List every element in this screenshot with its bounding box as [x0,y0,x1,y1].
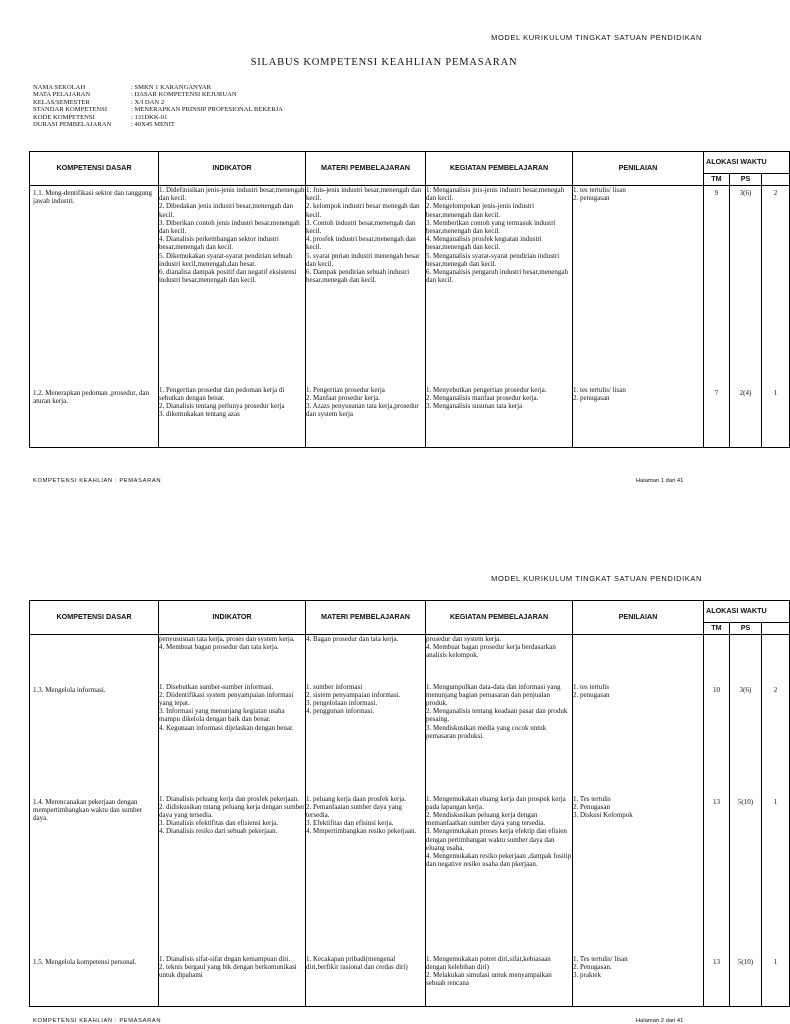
list-item: 5. Dikemukakan syarat-syarat pendirian sebuah industri kecil,menengah,dan besar. [159,251,293,268]
list-item: 1. Menyebutkan pengertian prosedur kerja. [426,385,547,394]
header-kompetensi-dasar: KOMPETENSI DASAR [30,601,159,635]
list-item: 3. Efektifitas dan efisinsi kerja. [306,819,394,828]
footer-page-number: Halaman 2 dari 41 [636,1018,684,1024]
footer-page-number: Halaman 1 dari 41 [636,478,684,484]
list-item: 3. Dianalisis efektifitas dan efisiensi kerja. [159,819,279,828]
footer-competency: KOMPETENSI KEAHLIAN : PEMASARAN [33,478,162,484]
list-item: 1. Kecakapan pribadi(mengenal diri,berfikir rasional dan cerdas diri) [306,954,408,971]
table-row [30,955,790,1007]
materi-list [306,683,425,716]
materi-list [306,386,425,419]
kegiatan-list [426,683,572,740]
list-item: 2. Penugasan [573,802,610,811]
page-1 [0,0,778,495]
indikator-list [159,795,305,836]
kompetensi-dasar-cell: 1.2. Menerapkan pedoman ,prosedur, dan aturan kerja. [33,388,149,405]
list-item: 3. Azazs penyusunan tata kerja,prosedur dan system kerja [306,401,419,419]
list-item: 2. Mengelompokan jenis-jenis industri besar,menengah dan kecil. [426,202,535,219]
header-tm: TM [704,174,730,186]
table-row [30,186,790,386]
indikator-list [159,635,305,651]
header-penilaian: PENILAIAN [573,601,704,635]
list-item: prosedur dan system kerja. [426,635,502,643]
list-item: 1. Disebutkan sumber-sumber informasi. [159,682,274,691]
header-extra [762,623,790,635]
list-item: 1. Dianalisis peluang kerja dan prosfek pekerjaan. [159,794,299,803]
list-item: 1. Mengumpulkan data-data dan informasi yang menunjang bagian pemasaran dan penjualan produk. [426,682,561,707]
list-item: 4. Kegunaan informasi dijelaskan dengan benar. [159,723,294,732]
list-item: 4. Menganalisis prosfek kegiatan industri besar,menengah dan kecil. [426,235,542,252]
page-2 [0,562,778,1024]
list-item: 6. Dampak pendirian sebuah industri besar,menegah dan kecil. [306,268,410,285]
syllabus-table [29,151,790,448]
list-item: 4. Membuat bagan prosedur kerja berdasarkan analisis kelompok. [426,643,556,660]
list-item: 1. Mengemukakan potret diri,sifat,kebiasaan dengan kelebihan diri) [426,954,551,971]
header-indikator: INDIKATOR [159,152,306,186]
header-alokasi-waktu: ALOKASI WAKTU [704,601,790,623]
tm-value: 13 [713,797,720,806]
list-item: 2. sistem penyampaian informasi. [306,690,401,699]
header-materi: MATERI PEMBELAJARAN [306,152,426,186]
extra-value: 1 [773,957,778,966]
list-item: 4. Membuat bagan prosedur dan tata kerja. [159,643,279,652]
curriculum-model-header: MODEL KURIKULUM TINGKAT SATUAN PENDIDIKAN [491,33,702,42]
tm-value: 7 [714,388,719,397]
list-item: 2. Diidentifikasi system penyampaian informasi yang tepat. [159,690,294,707]
tm-value: 10 [713,685,720,694]
document-title: SILABUS KOMPETENSI KEAHLIAN PEMASARAN [250,57,518,68]
list-item: 1. tes tertulis/ lisan [573,186,626,194]
header-materi: MATERI PEMBELAJARAN [306,601,426,635]
tm-value [704,635,729,638]
kegiatan-list [426,955,572,988]
list-item: 3. Informasi yang menunjang kegiatan usaha mampu dikelola dengan baik dan benar. [159,707,285,724]
header-ps: PS [730,174,762,186]
kegiatan-list [426,635,572,660]
list-item: 3. Menganalisis susunan tata kerja [426,401,523,410]
list-item: 3. Mendiskusikan media yang cocok untuk pemasaran produksi. [426,723,547,740]
list-item: 2. Menganalisis manfaat prosedur kerja. [426,393,539,402]
list-item: 1. Tes tertulis [573,794,611,803]
header-kompetensi-dasar: KOMPETENSI DASAR [30,152,159,186]
meta-row: KELAS/SEMESTER : X/I DAN 2 [33,98,165,106]
list-item: 2. Melakukan simulasi untuk menyampaikan sebuah rencana [426,970,552,988]
extra-value [762,635,789,638]
list-item: 1. Tes tertulis/ lisan [573,954,628,963]
list-item: 1. peluang kerja daan prosfek kerja. [306,794,407,803]
list-item: 2. penugasan [573,393,610,402]
list-item: 1. Dianalisis sifat-sifat dngan kemampuan diri. [159,954,291,963]
penilaian-list [573,955,703,980]
school-info [33,84,283,128]
list-item: 1. sumber informasi [306,682,363,691]
list-item: 6. Menganalisis pengaruh industri besar,menengah dan kecil. [426,268,569,285]
table-row [30,795,790,955]
list-item: 1. Mengemukakan eluang kerja dan prospek kerja pada lapangan kerja. [426,794,566,811]
meta-row: STANDAR KOMPETENSI : MENERAPKAN PRINSIP PROFESIONAL BEKERJA [33,106,283,114]
list-item: 1. Jnis-jenis industri besar,menengah dan kecil. [306,186,422,203]
header-alokasi-waktu: ALOKASI WAKTU [704,152,790,174]
indikator-list [159,955,305,980]
ps-value: 5(10) [737,957,754,966]
list-item: 4. Mengemukakan resiko pekerjaan ,dampak fositip dan negative resiko usaha dan pkerjaan. [426,851,572,869]
extra-value: 1 [773,388,778,397]
list-item: 4. Dianalisis perkembangan sektor industri besar,menengah dan kecil. [159,235,279,252]
meta-row: MATA PELAJARAN : DASAR KOMPETENSI KEJURUAN [33,91,237,99]
kegiatan-list [426,186,572,284]
list-item: 1. Pengertian prosedur dan pedoman kerja di sebutkan dengan benar. [159,385,285,402]
table-row [30,635,790,683]
header-extra [762,174,790,186]
list-item: 1. tes tertulis/ lisan [573,385,626,394]
ps-value: 3(6) [739,189,752,197]
header-kegiatan: KEGIATAN PEMBELAJARAN [426,152,573,186]
list-item: 4. Bagan prosedur dan tata kerja. [306,635,399,643]
list-item: 5. syarat pnrian industri menengah besar dan kecil. [306,251,420,268]
list-item: 3. Diberikan contoh jenis industri besar,menengah dan kecil. [159,218,300,236]
list-item: 2. penugasan [573,194,610,203]
extra-value: 1 [773,797,778,806]
list-item: 2. Dianalisis tentang perlunya prosedur kerja [159,401,285,410]
list-item: 6. dianalisa dampak positif dan negatif eksistensi industri besar,menengah dan kecil. [159,268,297,285]
extra-value: 2 [773,685,778,694]
kompetensi-dasar-cell: 1.5. Mengelola kompetensi personal. [33,957,137,966]
ps-value [730,635,761,638]
footer-competency: KOMPETENSI KEAHLIAN : PEMASARAN [33,1018,162,1024]
list-item: 2. didiskusikan tntang peluang kerja dengan sumber daya yang tersedia. [159,802,305,819]
ps-value: 5(10) [737,797,754,806]
header-penilaian: PENILAIAN [573,152,704,186]
list-item: penyususnan tata kerja, proses dan system kerja. [159,635,295,643]
materi-list [306,635,425,643]
header-tm: TM [704,623,730,635]
meta-row: NAMA SEKOLAH : SMKN 1 KARANGANYAR [33,84,212,91]
meta-row: DURASI PEMBELAJARAN : 40X45 MENIT [33,121,175,129]
extra-value: 2 [773,189,778,197]
list-item: 4. prosfek industri besar,menengah dan kecil. [306,235,416,252]
list-item: 2. Mendiskusikan peluang kerja dengan memanfaatkan sumber daya yang tersedia. [426,810,546,828]
table-row [30,683,790,795]
list-item: 4. Mmpertimbangkan resiko pekerjaan. [306,827,417,836]
syllabus-table [29,600,790,1007]
list-item: 2. Dibedakan jenis industri besar,menengah dan kecil. [159,202,294,219]
list-item: 3. Contoh industri besar,menengah dan kecil. [306,218,416,236]
list-item: 1. tes tertulis [573,682,609,691]
header-ps: PS [730,623,762,635]
meta-row: KODE KOMPETENSI : 131DKK-01 [33,113,168,121]
list-item: 3. pengelolaan informasi. [306,698,378,707]
list-item: 3. Mengemukakan proses kerja efektip dan efisien dengan pertimbangan waktu sumber daya dan eluang usaha. [426,827,567,852]
table-row [30,386,790,448]
list-item: 1. Didefinisikan jenis-jenis industri besar,menengah dan kecil. [159,186,305,203]
list-item: 2. kelompok industri besar menegah dan kecil. [306,202,420,219]
kompetensi-dasar-cell: 1.4. Merencanakan pekerjaan dengan mempertimbangkan waktu dan sumber daya. [33,797,143,822]
materi-list [306,795,425,836]
indikator-list [159,683,305,732]
list-item: 2. Manfaat prosedur kerja. [306,393,381,402]
kompetensi-dasar-cell [30,635,158,642]
list-item: 2. Menganalisis tentang keadaan pasar dan produk pesaing. [426,707,568,724]
list-item: 5. Menganalisis syarat-syarat pendirian industri besar,menegah dan kecil. [426,251,560,268]
indikator-list [159,186,305,284]
page-gap [0,495,768,562]
list-item: 3. Diskusi Kelompok [573,810,633,819]
kompetensi-dasar-cell: 1.1. Meng-dentifikasi sektor dan tanggung jawab industri. [33,189,152,206]
penilaian-list [573,795,703,820]
kompetensi-dasar-cell: 1.3. Mengelola informasi. [33,685,106,694]
list-item: 2. Penugasan. [573,962,612,971]
penilaian-list [573,683,703,699]
header-kegiatan: KEGIATAN PEMBELAJARAN [426,601,573,635]
materi-list [306,955,425,971]
list-item: 1. Pengertian prosedur kerja [306,385,385,394]
penilaian-list [573,186,703,202]
list-item: 4. Dianalisis resiko dari sebuah pekerjaan. [159,827,278,836]
kegiatan-list [426,795,572,869]
list-item: 2. Pemanfaatan sumber daya yang tersedia. [306,802,402,819]
ps-value: 2(4) [739,388,752,397]
list-item: 2. penugasan [573,690,610,699]
tm-value: 13 [713,957,720,966]
ps-value: 3(6) [739,685,752,694]
header-indikator: INDIKATOR [159,601,306,635]
list-item: 2. teknis bergaul yang bik dengan berkomunikasi untuk dipahami [159,962,297,979]
list-item: 4. penggunan informasi. [306,707,375,716]
list-item: 3. praktek [573,970,601,979]
penilaian-list [573,386,703,402]
list-item: 3. dikemukakan tentang azas [159,410,240,419]
list-item: 3. Memberikan contoh yang termasuk industri besar,menengah dan kecil. [426,218,556,236]
kegiatan-list [426,386,572,411]
list-item: 1. Menganalisis jnis-jenis industri besar,menegah dan kecil. [426,186,565,203]
materi-list [306,186,425,284]
tm-value: 9 [714,189,719,197]
curriculum-model-header: MODEL KURIKULUM TINGKAT SATUAN PENDIDIKAN [491,574,702,583]
indikator-list [159,386,305,419]
